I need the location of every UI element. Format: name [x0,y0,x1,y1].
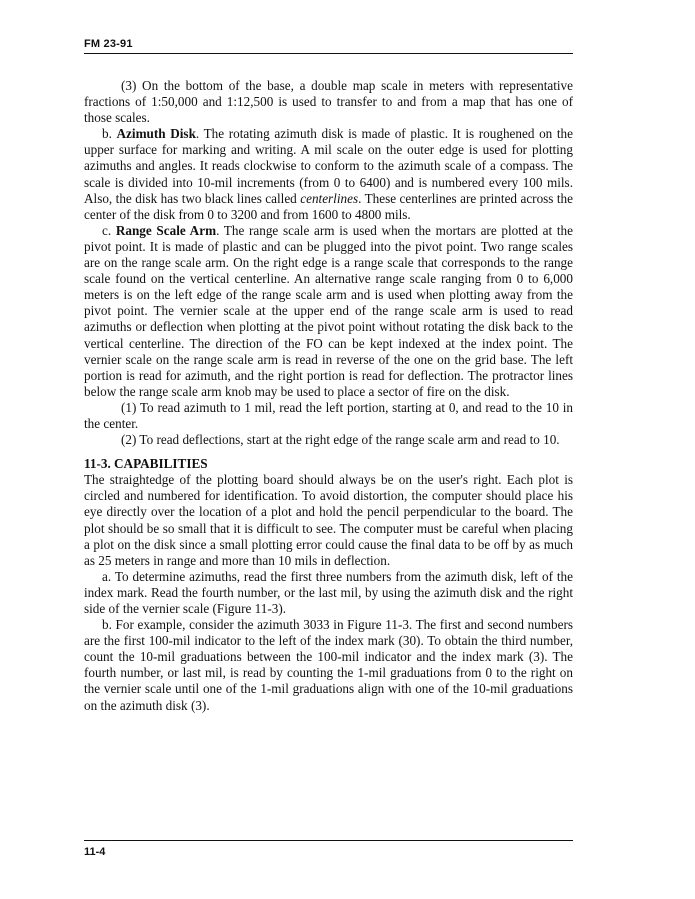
header-rule [84,53,573,54]
paragraph-azimuth-example: b. For example, consider the azimuth 3033 in Figure 11-3. The first and second numbers are the first 100-mil indicator to the left of the index mark (30). To obtain the third number, count the 10-mil graduations between the 100-mil indicator and the index mark (3). The fourth number, or last mil, is read by counting the 1-mil graduations from 0 to the right on the vernier scale until one of the 1-mil graduations align with one of the 10-mil graduations on the azimuth disk (3). [84,617,573,713]
term-azimuth-disk: Azimuth Disk [116,126,196,142]
paragraph-determine-azimuths: a. To determine azimuths, read the first three numbers from the azimuth disk, left of the index mark. Read the fourth number, or the last mil, by using the azimuth disk and the right side of the vernier scale (Figure 11-3). [84,568,573,616]
paragraph-letter: c. [102,222,112,238]
paragraph-map-scale: (3) On the bottom of the base, a double map scale in meters with representative fractions of 1:50,000 and 1:12,500 is used to transfer to and from a map that has one of those scales. [84,78,573,126]
paragraph-read-azimuth: (1) To read azimuth to 1 mil, read the left portion, starting at 0, and read to the 10 in the center. [84,399,573,431]
term-centerlines: centerlines [300,190,359,206]
term-range-scale-arm: Range Scale Arm [115,222,217,238]
paragraph-azimuth-disk [84,126,573,223]
paragraph-letter: b. [102,126,112,142]
paragraph-read-deflections: (2) To read deflections, start at the right edge of the range scale arm and read to 10. [121,432,560,448]
section-gap [84,448,573,456]
paragraph-text: . These centerlines are printed across the center of the disk from 0 to 3200 and from 1600 to 4800 mils. [84,190,573,222]
page-body [84,78,573,714]
paragraph-text: . The rotating azimuth disk is made of plastic. It is roughened on the upper surface for marking and writing. A mil scale on the outer edge is used for plotting azimuths and angles. It reads clockwise to conform to the azimuth scale of a compass. The scale is divided into 10-mil increments (from 0 to 6400) and is numbered every 100 mils. Also, the disk has two black lines called [84,126,573,206]
paragraph-capabilities-intro: The straightedge of the plotting board should always be on the user's right. Each plot is circled and numbered for identification. To avoid distortion, the computer should place his eye directly over the location of a plot and hold the pencil perpendicular to the board. The plot should be so small that it is difficult to see. The computer must be careful when placing a plot on the disk since a small plotting error could cause the final data to be off by as much as 25 meters in range and more than 10 mils in deflection. [84,472,573,568]
paragraph-range-scale-arm [84,223,573,400]
running-header: FM 23-91 [84,38,133,50]
section-title: 11-3. CAPABILITIES [84,456,208,472]
footer-rule [84,840,573,841]
page-number: 11-4 [84,846,106,858]
paragraph-text: . The range scale arm is used when the mortars are plotted at the pivot point. It is made of plastic and can be plugged into the pivot point. Two range scales are on the range scale arm. On the right edge is a range scale that corresponds to the range scale found on the vertical centerline. An alternative range scale ranging from 0 to 6,000 meters is on the left edge of the range scale arm and is used when plotting away from the pivot point. The vernier scale at the upper end of the range scale arm is used to read azimuths or deflection when plotting at the pivot point without rotating the disk back to the vertical centerline. The direction of the FO can be kept indexed at the index point. The vernier scale on the range scale arm is read in reverse of the one on the grid base. The left portion is read for azimuth, and the right portion is read for deflection. The protractor lines below the range scale arm knob may be used to place a sector of fire on the disk. [84,222,573,399]
